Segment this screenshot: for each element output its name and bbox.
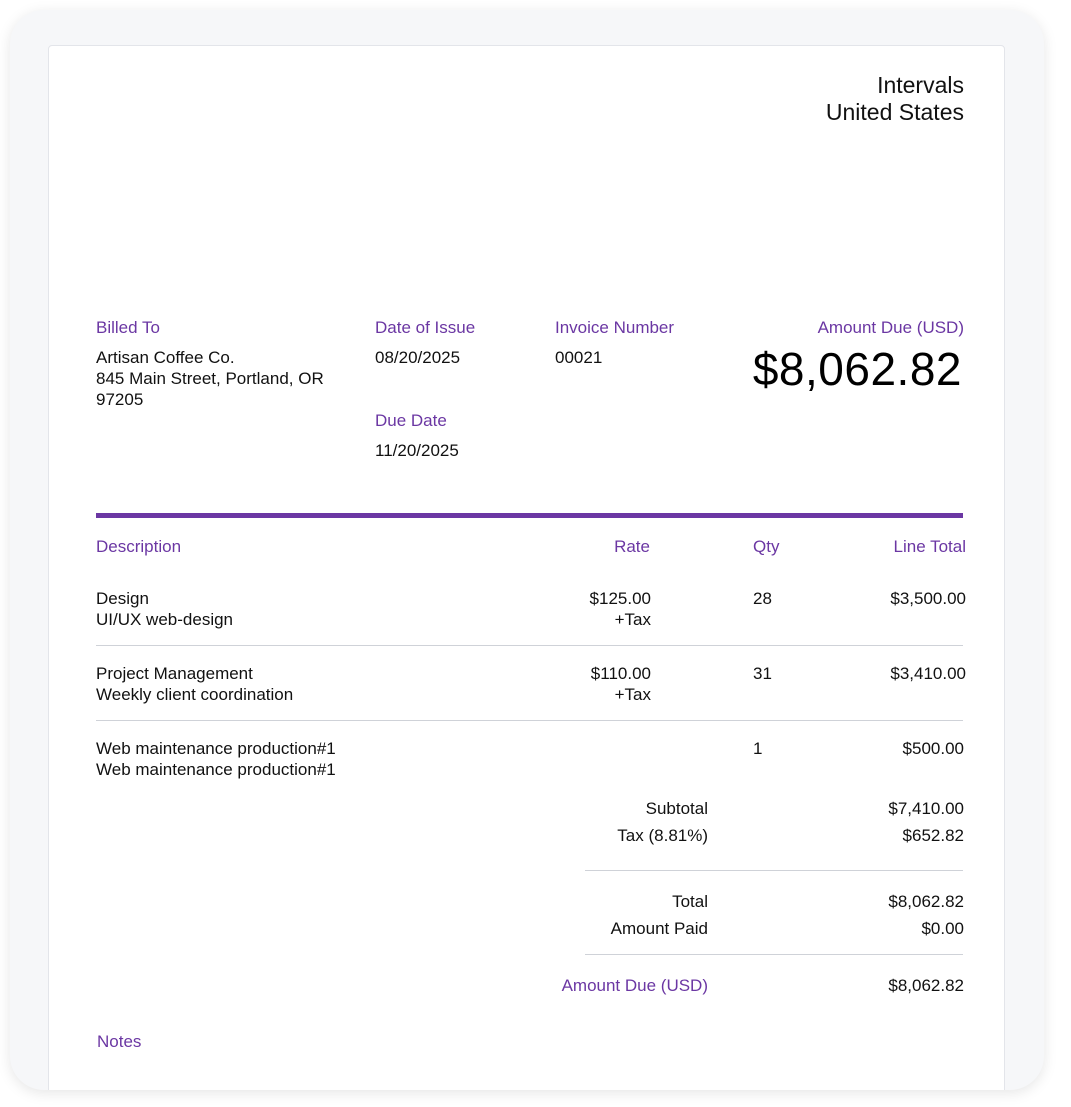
tax-value: $652.82 — [902, 826, 964, 845]
item-total: $3,500.00 — [890, 589, 966, 608]
summary-divider — [585, 870, 963, 871]
item-subtitle: Web maintenance production#1 — [96, 760, 336, 779]
subtotal-label: Subtotal — [645, 799, 708, 818]
col-qty: Qty — [753, 537, 780, 556]
col-line-total: Line Total — [893, 537, 966, 556]
item-subtitle: UI/UX web-design — [96, 610, 234, 629]
col-rate: Rate — [614, 537, 650, 556]
table-top-rule — [96, 513, 963, 518]
item-qty: 28 — [753, 589, 772, 608]
client-address-line1: 845 Main Street, Portland, OR — [96, 369, 324, 388]
item-total: $500.00 — [902, 739, 964, 758]
item-rate-block — [591, 663, 651, 705]
summary-amount-due-label: Amount Due (USD) — [561, 976, 708, 995]
notes-label: Notes — [97, 1032, 142, 1051]
item-total: $3,410.00 — [890, 664, 966, 683]
amount-due-value: $8,062.82 — [752, 343, 962, 395]
item-title: Design — [96, 589, 149, 608]
sender-country: United States — [825, 99, 964, 125]
tax-label: Tax (8.81%) — [617, 826, 708, 845]
item-tax-flag: +Tax — [614, 685, 651, 704]
item-qty: 31 — [753, 664, 772, 683]
row-divider — [96, 645, 963, 646]
due-date-value: 11/20/2025 — [375, 441, 459, 460]
table-row — [96, 663, 293, 705]
item-rate: $125.00 — [589, 589, 651, 608]
item-title: Project Management — [96, 664, 253, 683]
item-subtitle: Weekly client coordination — [96, 685, 294, 704]
invoice-number-value: 00021 — [555, 348, 603, 367]
total-value: $8,062.82 — [888, 892, 964, 911]
date-of-issue-label: Date of Issue — [375, 318, 476, 337]
summary-divider — [585, 954, 963, 955]
item-rate: $110.00 — [590, 664, 651, 683]
page-frame — [10, 10, 1044, 1090]
item-title: Web maintenance production#1 — [96, 739, 336, 758]
table-row — [96, 738, 336, 780]
billed-to-block — [96, 347, 356, 410]
row-divider — [96, 720, 963, 721]
subtotal-value: $7,410.00 — [888, 799, 964, 818]
table-row — [96, 588, 233, 630]
amount-paid-value: $0.00 — [921, 919, 964, 938]
amount-paid-label: Amount Paid — [610, 919, 708, 938]
invoice-sheet — [48, 45, 1005, 1090]
item-rate-block — [590, 588, 651, 630]
client-name: Artisan Coffee Co. — [96, 348, 235, 367]
item-qty: 1 — [753, 739, 763, 758]
date-of-issue-value: 08/20/2025 — [375, 348, 461, 367]
billed-to-label: Billed To — [96, 318, 160, 337]
sender-block — [826, 72, 964, 126]
item-tax-flag: +Tax — [614, 610, 651, 629]
sender-name: Intervals — [877, 72, 964, 98]
total-label: Total — [672, 892, 708, 911]
col-description: Description — [96, 537, 182, 556]
due-date-label: Due Date — [375, 411, 447, 430]
invoice-number-label: Invoice Number — [555, 318, 675, 337]
amount-due-label: Amount Due (USD) — [817, 318, 964, 337]
summary-amount-due-value: $8,062.82 — [888, 976, 964, 995]
client-address-line2: 97205 — [96, 390, 144, 409]
